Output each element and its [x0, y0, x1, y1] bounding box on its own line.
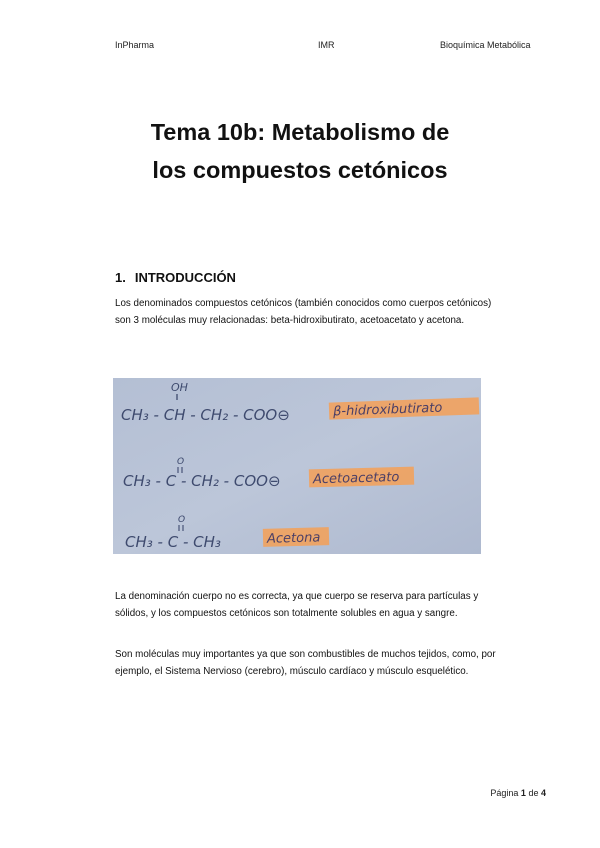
importance-paragraph: Son moléculas muy importantes ya que son combustibles de muchos tejidos, como, por ejemplo, el Sistema Nervioso (cerebro), músculo cardíaco y músculo esquelético.	[115, 649, 496, 677]
footer-page-word: Página	[490, 788, 519, 798]
intro-paragraph: Los denominados compuestos cetónicos (también conocidos como cuerpos cetónicos) son 3 moléculas muy relacionadas: beta-hidroxibutirato, acetoacetato y acetona.	[115, 298, 492, 326]
row3-formula: CH₃ - C - CH₃	[125, 533, 221, 551]
row1-label: β-hidroxibutirato	[332, 400, 443, 420]
row2-label: Acetoacetato	[312, 469, 400, 488]
header-right: Bioquímica Metabólica	[440, 40, 531, 50]
footer-page-number: 1	[520, 788, 526, 798]
header-left: InPharma	[115, 40, 155, 50]
footer-page-total: 4	[540, 788, 546, 798]
page-footer	[470, 788, 546, 798]
section-title: INTRODUCCIÓN	[134, 270, 236, 285]
row2-oxygen: O	[177, 457, 185, 467]
document-title	[60, 113, 540, 189]
row2-formula: CH₃ - C - CH₂ - COO⊖	[123, 472, 281, 490]
ketone-bodies-photo	[113, 378, 481, 554]
naming-paragraph: La denominación cuerpo no es correcta, ya que cuerpo se reserva para partículas y sólidos, y los compuestos cetónicos son totalmente solubles en agua y sangre.	[115, 591, 479, 619]
row1-formula: CH₃ - CH - CH₂ - COO⊖	[121, 406, 290, 424]
header-center: IMR	[318, 40, 335, 50]
footer-of-word: de	[528, 788, 539, 798]
row3-oxygen: O	[178, 515, 186, 525]
section-heading	[115, 270, 236, 285]
photo-svg	[113, 378, 481, 554]
row3-label: Acetona	[266, 530, 321, 547]
section-number: 1.	[115, 270, 126, 285]
title-line-1: Tema 10b: Metabolismo de	[150, 119, 450, 145]
row1-oh: OH	[171, 381, 188, 394]
page-header	[0, 40, 600, 54]
title-line-2: los compuestos cetónicos	[152, 157, 448, 183]
